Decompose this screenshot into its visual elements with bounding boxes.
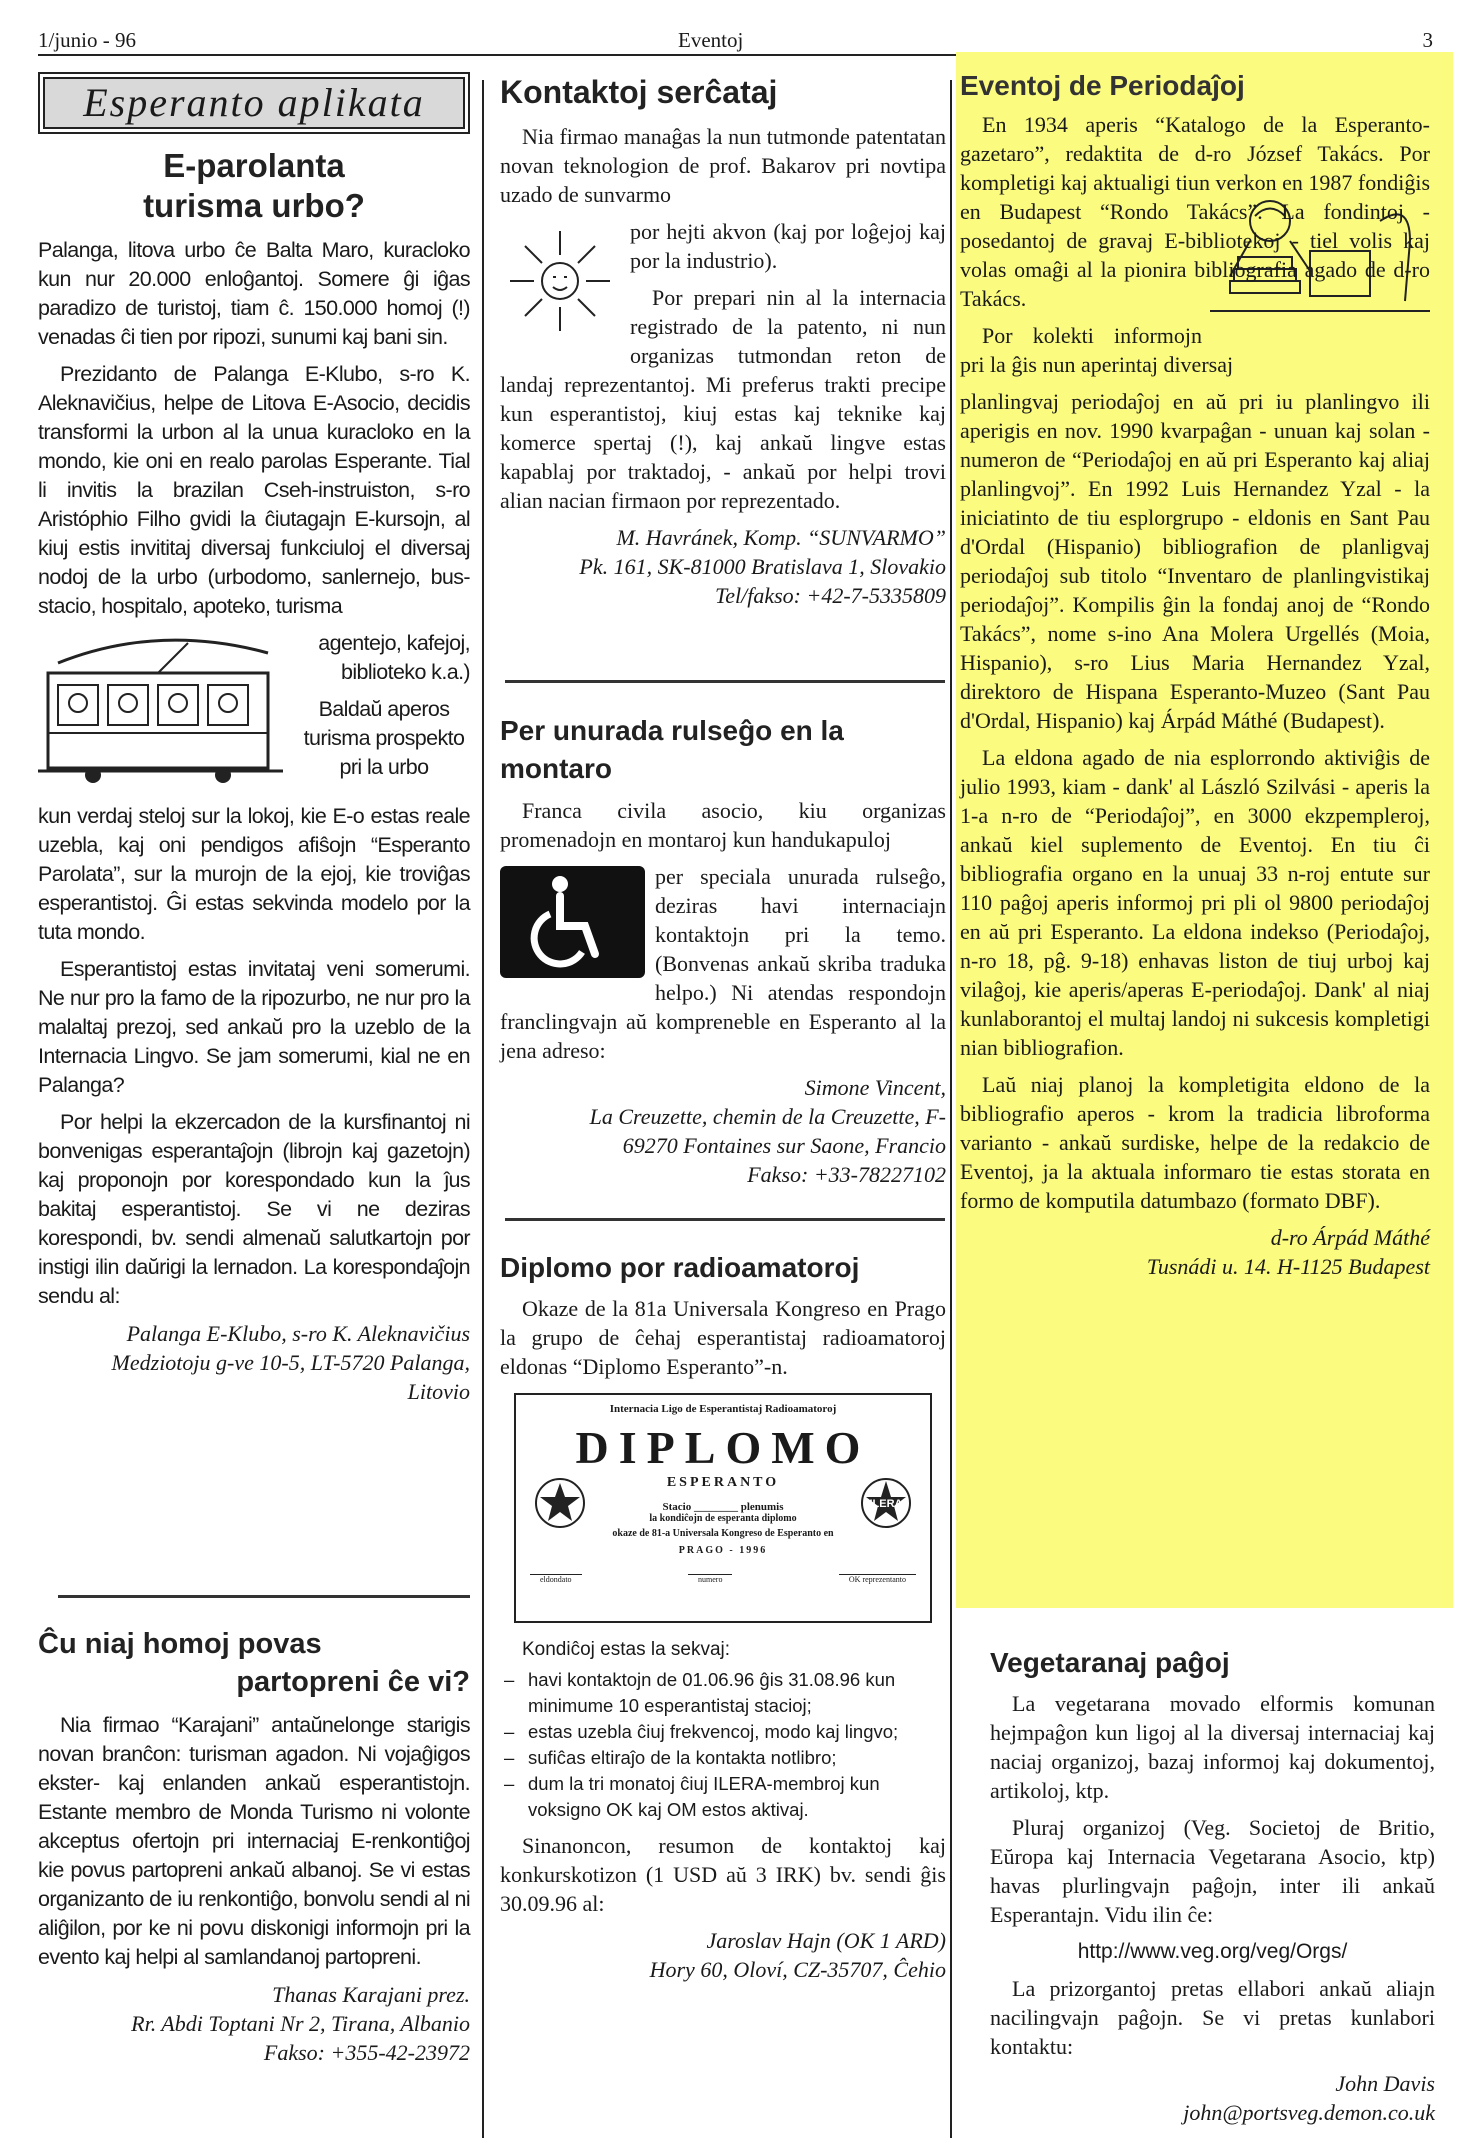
article-kontaktoj: Kontaktoj serĉataj Nia firmao manaĝas la nun tutmonde patentatan novan teknologion de prof. Bakarov pri novtipa uzado de sunvarmo por hejti akvon (kaj por loĝejoj kaj por la industrio). Por prepari nin al la internacia registrado de la patento, ni nun organizas tutmondan reton de landaj reprezentantoj. Mi preferus trakti precipe kun esperantistoj, kiuj estas kaj teknike kaj komerce spertaj (!), kaj ankaŭ lingve estas kapablaj por traktadoj, - ankaŭ por helpi trovi alian nacian firmaon por reprezentado. M. Havránek, Komp. “SUNVARMO” Pk. 161, SK-81000 Bratislava 1, Slovakio Tel/fakso: +42-7-5335809 (500, 74, 946, 608)
section-divider (505, 680, 945, 683)
list-item: – dum la tri monatoj ĉiuj ILERA-membroj kun voksigno OK kaj OM estos aktivaj. (528, 1771, 946, 1823)
section-divider (58, 1595, 470, 1598)
column-divider (950, 80, 952, 2138)
article-title: Ĉu niaj homoj povas partopreni ĉe vi? (38, 1628, 470, 1698)
tram-illustration (38, 633, 288, 798)
list-item: – havi kontaktojn de 01.06.96 ĝis 31.08.96 kun minimume 10 esperantistaj stacioj; (528, 1667, 946, 1719)
article-title: Per unurada rulseĝo en la montaro (500, 715, 844, 784)
article-title: Eventoj de Periodaĵoj (960, 70, 1245, 101)
contact-email[interactable]: john@portsveg.demon.co.uk (1183, 2100, 1435, 2125)
conditions-list (500, 1667, 946, 1823)
list-item: – sufiĉas eltiraĵo de la kontakta notlibro; (528, 1745, 946, 1771)
page-number: 3 (1422, 28, 1433, 52)
issue-date: 1/junio - 96 (38, 28, 136, 52)
section-logo: Esperanto aplikata (38, 72, 470, 134)
list-item: – estas uzebla ĉiuj frekvencoj, modo kaj lingvo; (528, 1719, 946, 1745)
wheelchair-icon (500, 866, 645, 983)
svg-text:ILERA: ILERA (869, 1498, 903, 1510)
article-title: Vegetaranaj paĝoj (990, 1647, 1230, 1678)
column-1 (38, 72, 470, 1406)
newsletter-title: Eventoj (678, 28, 744, 52)
ilera-logo (534, 1477, 586, 1529)
article-title: Kontaktoj serĉataj (500, 74, 778, 110)
veg-url-link[interactable]: http://www.veg.org/veg/Orgs/ (1077, 1940, 1348, 1963)
sun-illustration (500, 221, 620, 356)
ilera-logo (860, 1477, 912, 1529)
article-title: E-parolanta turisma urbo? (143, 147, 365, 224)
article-title: Diplomo por radioamatoroj (500, 1252, 860, 1283)
diploma-image: Internacia Ligo de Esperantistaj Radioamatoroj DIPLOMO ESPERANTO ILERA Stacio ________ plenumis la kondiĉojn de esperanta diplomo okaze de 81-a Universala Kongreso de Esperanto en PRAGO - 1996 eldondato numero OK reprezentanto (514, 1393, 932, 1623)
article-turisma-urbo: E-parolanta turisma urbo? Palanga, litova urbo ĉe Balta Maro, kuracloko kun nur 20.000 enloĝantoj. Somere ĝi iĝas paradizo de turistoj, tiam ĉ. 150.000 homoj (!) venadas ĉi tien por ripozi, sunumi kaj bani sin. Prezidanto de Palanga E-Klubo, s-ro K. Aleknavičius, helpe de Litova E-Asocio, decidis transformi la urbon al la unua kuracloko en la mondo, kie oni en realo parolas Esperante. Tial li invitis la brazilan Cseh-instruiston, s-ro Aristóphio Filho gvidi la ĉiutagajn E-kursojn, al kiuj estis invititaj diversaj funkciuloj el diversaj nodoj de la urbo (urbodomo, sanlernejo, bus-stacio, hospitalo, apoteko, turisma agentejo, kafejoj, biblioteko k.a.) Baldaŭ aperos turisma prospekto pri la urbo kun verdaj steloj sur la lokoj, kie E-o estas reale uzebla, kaj oni pendigos afiŝojn “Esperanto Parolata”, sur la murojn de la ejoj, kie troviĝas esperantistoj. Ĝi estas sekvinda modelo por la tuta mondo. Esperantistoj estas invitataj veni somerumi. Ne nur pro la famo de la ripozurbo, ne nur pro la malaltaj prezoj, sed ankaŭ pro la uzeblo de la Internacia Lingvo. Se jam somerumi, kial ne en Palanga? Por helpi la ekzercadon de la kursfinantoj ni bonvenigas esperantaĵojn (librojn kaj gazetojn) kaj proponojn por korespondado kun la ĵus bakitaj esperantistoj. Se vi ne deziras korespondi, bv. sendi almenaŭ salutkartojn por instigi ilin daŭrigi la lernadon. La korespondaĵojn sendu al: Palanga E-Klubo, s-ro K. Aleknavičius Medziotoju g-ve 10-5, LT-5720 Palanga, Litovio (38, 147, 470, 1404)
article-partopreni: Ĉu niaj homoj povas partopreni ĉe vi? Nia firmao “Karajani” antaŭnelonge starigis novan branĉon: turisman agadon. Ni vojaĝigos ekster- kaj enlanden ankaŭ esperantistojn. Estante membro de Monda Turismo ni volonte akceptus ofertojn pri internaciaj E-renkontiĝoj kie povus partopreni ankaŭ albanoj. Se vi estas organizanto de iu renkontiĝo, bonvolu sendi al ni aliĝilon, por ke ni povu diskonigi informojn pri la evento kaj helpi al samlandanoj partopreni. Thanas Karajani prez. Rr. Abdi Toptani Nr 2, Tirana, Albanio Fakso: +355-42-23972 (38, 1625, 470, 2067)
section-divider (505, 1218, 945, 1221)
article-periodajoj: Eventoj de Periodaĵoj En 1934 aperis “Katalogo de la Esperanto-gazetaro”, redaktita de d-ro József Takács. Por kompletigi kaj aktualigi tiun verkon en 1987 fondiĝis en Budapest “Rondo Takács”. La fondintoj - posedantoj de gravaj E-bibliotekoj - tiel volis kaj volas omaĝi al la pionira bibliografia agado de d-ro Takács. Por kolekti informojn pri la ĝis nun aperintaj diversaj planlingvaj periodaĵoj en aŭ pri iu planlingvo ili aperigis en nov. 1990 kvarpaĝan - unuan kaj solan - numeron de “Periodaĵoj en aŭ pri Esperanto kaj aliaj planlingvoj”. En 1992 Luis Hernandez Yzal - la iniciatinto de tiu esplorgrupo - eldonis en Sant Pau d'Ordal (Hispanio) bibliografion de planligvaj periodaĵoj sub titolo “Inventaro de planlingvistikaj periodaĵoj”. Kompilis ĝin la fondaj anoj de “Rondo Takács”, nome s-ino Ana Molera Urgellés (Moia, Hispanio), s-ro Lius Maria Hernandez Yzal, direktoro de Hispana Esperanto-Muzeo (Sant Pau d'Ordal, Hispanio) kaj Árpád Máthé (Budapest). La eldona agado de nia esplorrondo aktiviĝis de julio 1993, kiam - dank' al László Szilvási - aperis la 1-a n-ro de “Periodaĵoj”, en 3000 ekzpempleroj, ankaŭ kiel suplemento de Eventoj. En tiu ĉi bibliografia organo en la unuaj 33 n-roj entute sur 110 paĝoj aperis informoj pri pli ol 9800 periodaĵoj en aŭ pri Esperanto. La eldona indekso (Periodaĵoj, n-ro 18, pĝ. 9-18) enhavas liston de tiuj urboj kaj vilaĝoj, kie aperis/aperas E-periodaĵoj. Dank' al niaj kunlaborantoj el multaj landoj ni sukcesis kompletigi nian bibliografion. Laŭ niaj planoj la kompletigita eldono de la bibliografio aperos - krom la tradicia libroforma varianto - ankaŭ surdiske, helpe de la redakcio de Eventoj, ja la aktuala informaro tie estas storata en formo de komputila datumbazo (formato DBF). d-ro Árpád Máthé Tusnádi u. 14. H-1125 Budapest (960, 70, 1430, 1279)
article-vegetaranaj: Vegetaranaj paĝoj La vegetarana movado elformis komunan hejmpaĝon kun ligoj al la diversaj internaciaj kaj naciaj organizoj, bazaj informoj kaj dokumentoj, artikoloj, ktp. Pluraj organizoj (Veg. Societoj de Britio, Eŭropa kaj Internacia Vegetarana Asocio, ktp) havas plurlingvajn paĝojn, inter ili ankaŭ Esperantajn. Vidu ilin ĉe: http://www.veg.org/veg/Orgs/ La prizorgantoj pretas ellabori ankaŭ aliajn nacilingvajn paĝojn. Se vi pretas kunlabori kontaktu: John Davis john@portsveg.demon.co.uk (990, 1647, 1435, 2125)
article-diplomo: Diplomo por radioamatoroj Okaze de la 81a Universala Kongreso en Prago la grupo de ĉehaj esperantistaj radioamatoroj eldonas “Diplomo Esperanto”-n. Internacia Ligo de Esperantistaj Radioamatoroj DIPLOMO ESPERANTO ILERA Stacio ________ plenumis la kondiĉojn de esperanta diplomo okaze de 81-a Universala Kongreso de Esperanto en PRAGO - 1996 eldondato numero OK reprezentanto Kondiĉoj estas la sekvaj: – havi kontaktojn de 01.06.96 ĝis 31.08.96 kun minimume 10 esperantistaj stacioj; – estas uzebla ĉiuj frekvencoj, modo kaj lingvo; – sufiĉas eltiraĵo de la kontakta notlibro; – dum la tri monatoj ĉiuj ILERA-membroj kun voksigno OK kaj OM estos aktivaj. Sinanoncon, resumon de kontaktoj kaj konkurskotizon (1 USD aŭ 3 IRK) bv. sendi ĝis 30.09.96 al: Jaroslav Hajn (OK 1 ARD) Hory 60, Oloví, CZ-35707, Ĉehio (500, 1250, 946, 1984)
article-rulsego: Per unurada rulseĝo en la montaro Franca civila asocio, kiu organizas promenadojn en montaroj kun handukapuloj per speciala unurada rulseĝo, deziras havi internaciajn kontaktojn pri la temo. (Bonvenas ankaŭ skriba traduka helpo.) Ni atendas respondojn franclingvajn aŭ kompreneble en Esperanto al la jena adreso: Simone Vincent, La Creuzette, chemin de la Creuzette, F- 69270 Fontaines sur Saone, Francio Fakso: +33-78227102 (500, 712, 946, 1189)
column-divider (482, 80, 484, 2138)
